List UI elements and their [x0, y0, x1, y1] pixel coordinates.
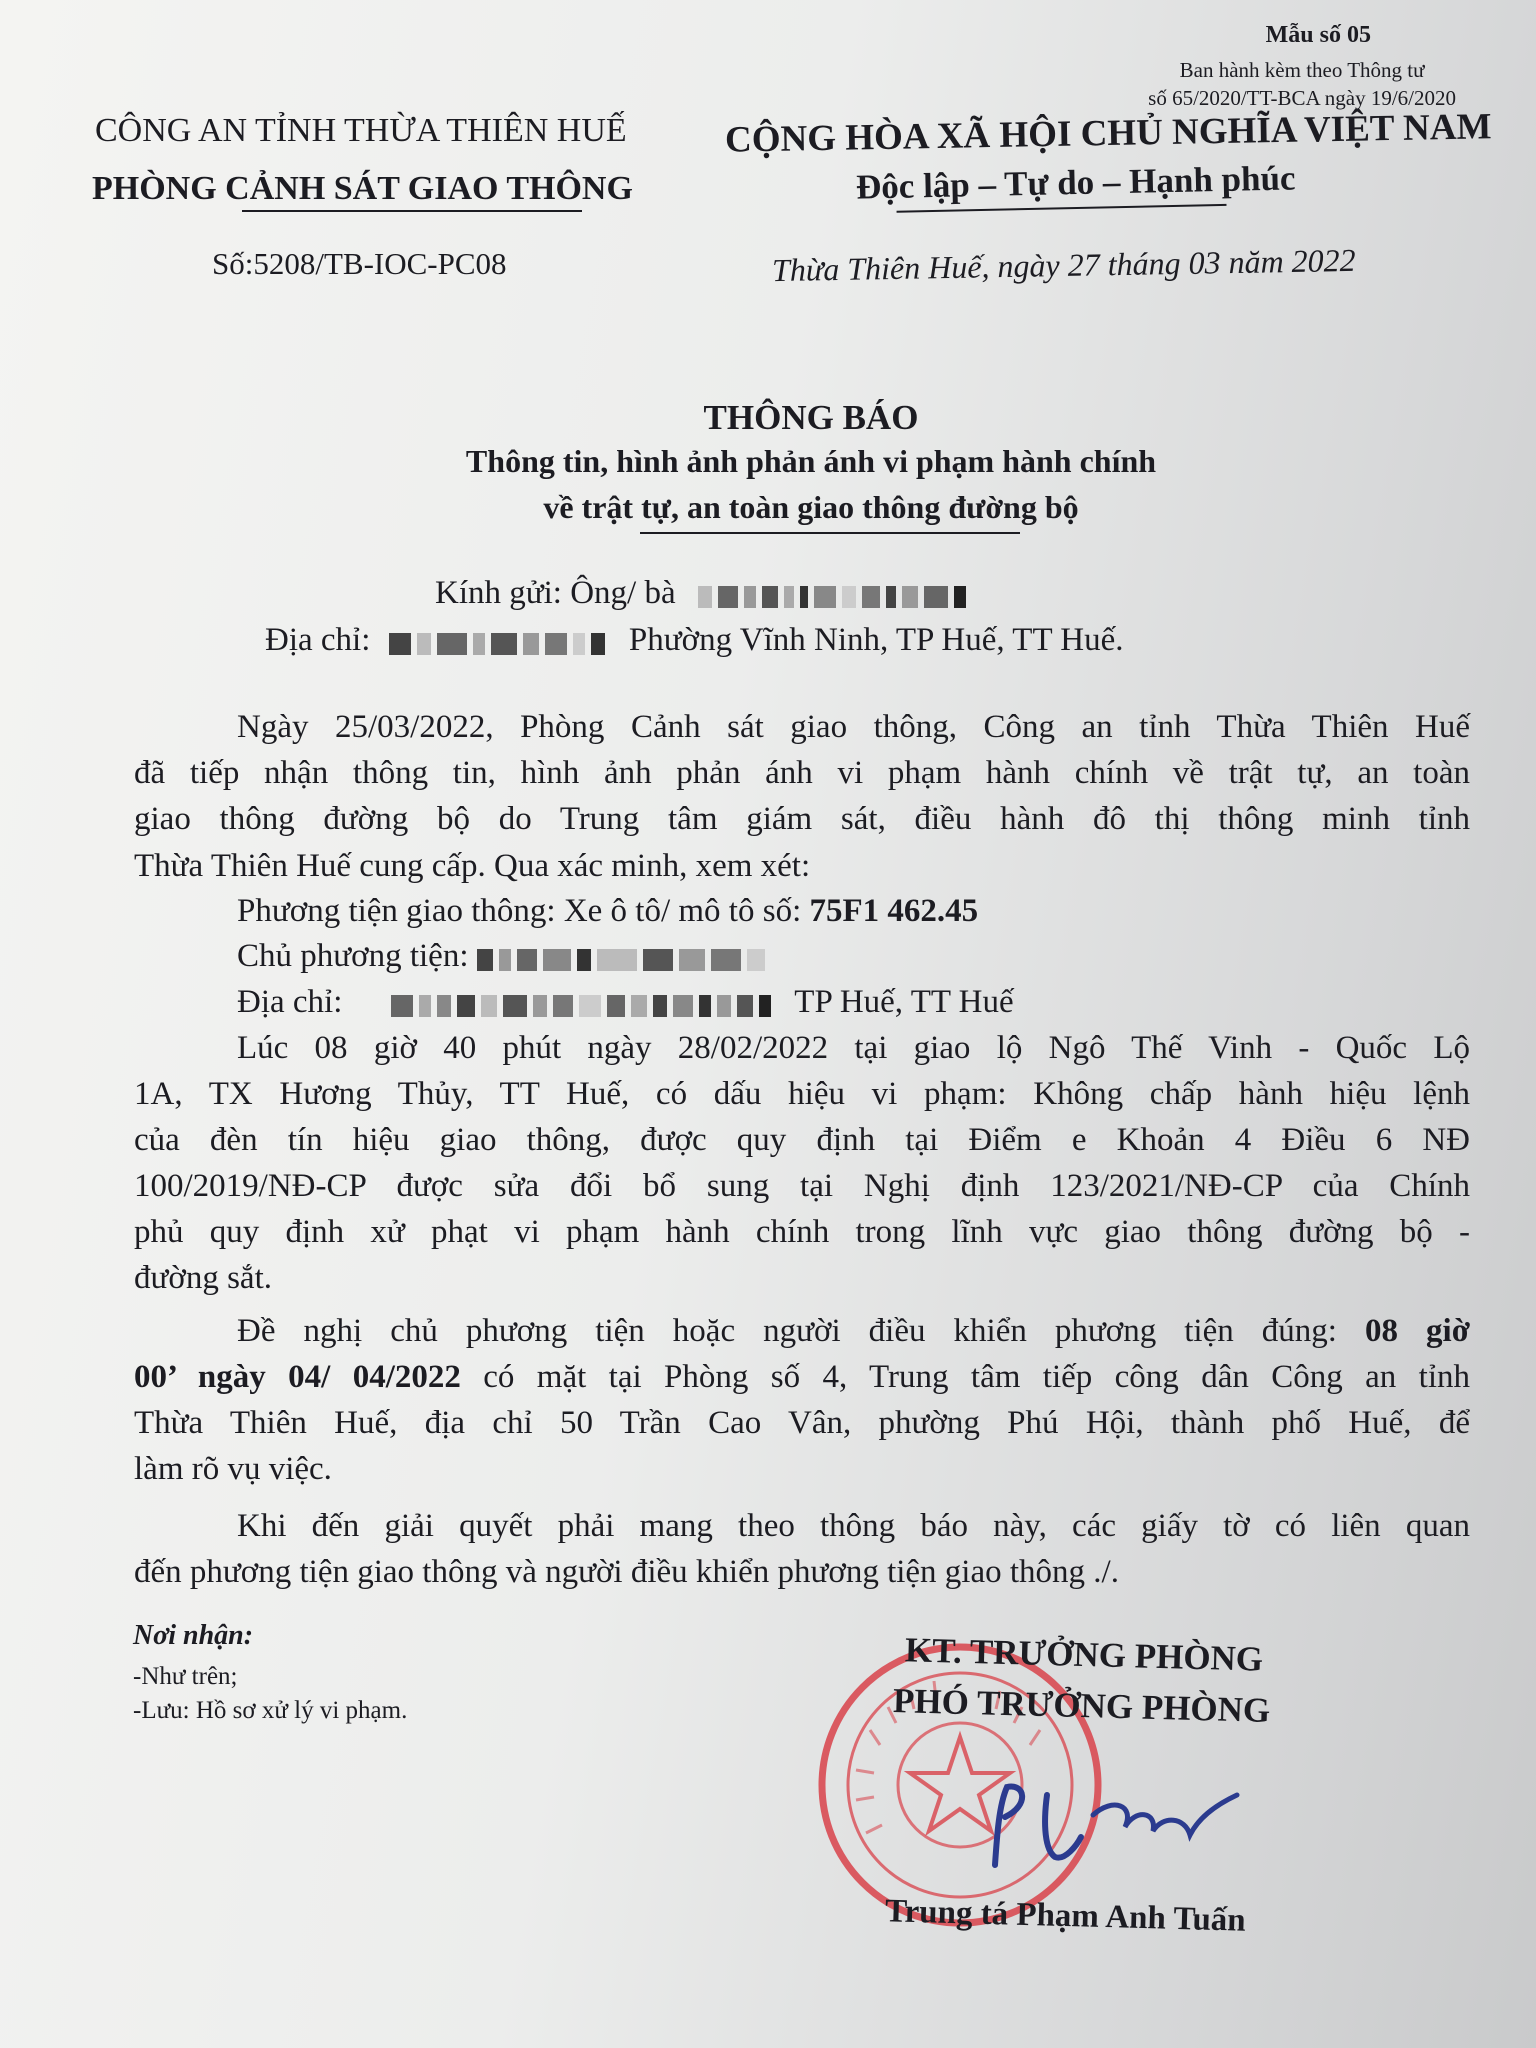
vehicle-line: [237, 890, 978, 933]
agency-department-text: PHÒNG CẢNH SÁT GIAO THÔNG: [92, 170, 633, 207]
owner-line: [237, 935, 771, 978]
body-line: Thừa Thiên Huế cung cấp. Qua xác minh, xem xét:: [134, 848, 811, 884]
recipient-address-line: [265, 622, 1124, 659]
recipient-item: -Như trên;: [133, 1663, 238, 1690]
motto-underline: [897, 204, 1227, 213]
agency-department: [92, 170, 633, 208]
form-number: Mẫu số 05: [1265, 22, 1371, 48]
redacted-owner: [477, 937, 771, 963]
appointment-request-text: Đề nghị chủ phương tiện hoặc người điều khiển phương tiện đúng:: [237, 1313, 1365, 1349]
national-motto-text: Độc lập – Tự do – Hạnh phúc: [855, 158, 1296, 207]
document-number: Số:5208/TB-IOC-PC08: [212, 246, 507, 281]
appointment-date: 00’ ngày 04/ 04/2022: [134, 1359, 461, 1395]
owner-address-label: Địa chỉ:: [237, 984, 343, 1020]
recipient-address-label: Địa chỉ:: [265, 622, 371, 658]
recipient-line: [435, 575, 972, 612]
body-line: 100/2019/NĐ-CP được sửa đổi bổ sung tại Nghị định 123/2021/NĐ-CP của Chính: [134, 1168, 1470, 1204]
body-line: Ngày 25/03/2022, Phòng Cảnh sát giao thông, Công an tỉnh Thừa Thiên Huế: [237, 709, 1470, 745]
owner-address-line: [237, 981, 1014, 1024]
document-title: THÔNG BÁO: [703, 398, 919, 437]
handwritten-signature: [985, 1775, 1245, 1875]
appointment-time: 08 giờ: [1365, 1313, 1470, 1349]
body-line: phủ quy định xử phạt vi phạm hành chính trong lĩnh vực giao thông đường bộ -: [134, 1214, 1470, 1250]
issued-note-line1: Ban hành kèm theo Thông tư: [1179, 58, 1425, 82]
recipient-label: Kính gửi: Ông/ bà: [435, 575, 676, 611]
agency-underline: [242, 210, 582, 212]
national-motto: [856, 158, 1296, 207]
redacted-name: [698, 577, 972, 603]
recipient-address-visible: Phường Vĩnh Ninh, TP Huế, TT Huế.: [628, 622, 1124, 658]
recipients-label: Nơi nhận:: [133, 1620, 254, 1651]
body-line: Lúc 08 giờ 40 phút ngày 28/02/2022 tại giao lộ Ngô Thế Vinh - Quốc Lộ: [237, 1030, 1470, 1066]
signatory-title-1: KT. TRƯỞNG PHÒNG: [904, 1630, 1264, 1679]
body-line: đến phương tiện giao thông và người điều khiển phương tiện giao thông ./.: [134, 1554, 1119, 1590]
signatory-name: Trung tá Phạm Anh Tuấn: [884, 1893, 1247, 1939]
owner-address-visible: TP Huế, TT Huế: [794, 984, 1014, 1020]
body-line: [237, 1310, 1470, 1353]
signatory-title-2: PHÓ TRƯỞNG PHÒNG: [892, 1681, 1271, 1730]
document-subtitle-line2-text: về trật tự, an toàn giao thông đường bộ: [543, 489, 1079, 525]
issued-note: [1148, 56, 1456, 112]
body-line: đã tiếp nhận thông tin, hình ảnh phản ánh vi phạm hành chính về trật tự, an toàn: [134, 755, 1470, 791]
redacted-address: [389, 624, 611, 650]
place-and-date: Thừa Thiên Huế, ngày 27 tháng 03 năm 2022: [771, 241, 1356, 289]
document-subtitle-line1: Thông tin, hình ảnh phản ánh vi phạm hành chính: [465, 443, 1157, 479]
recipient-item: -Lưu: Hồ sơ xử lý vi phạm.: [133, 1697, 408, 1724]
subtitle-underline: [640, 532, 1020, 534]
redacted-owner-address: [391, 983, 777, 1009]
owner-label: Chủ phương tiện:: [237, 938, 469, 974]
issued-note-line2: số 65/2020/TT-BCA ngày 19/6/2020: [1148, 86, 1456, 110]
national-title: CỘNG HÒA XÃ HỘI CHỦ NGHĨA VIỆT NAM: [724, 106, 1492, 161]
body-line: 1A, TX Hương Thủy, TT Huế, có dấu hiệu vi phạm: Không chấp hành hiệu lệnh: [134, 1076, 1470, 1112]
body-line: Khi đến giải quyết phải mang theo thông báo này, các giấy tờ có liên quan: [237, 1508, 1470, 1544]
body-line: Thừa Thiên Huế, địa chỉ 50 Trần Cao Vân, phường Phú Hội, thành phố Huế, để: [134, 1405, 1470, 1441]
body-line: [134, 1356, 1470, 1399]
appointment-location-text: có mặt tại Phòng số 4, Trung tâm tiếp công dân Công an tỉnh: [460, 1359, 1470, 1395]
body-line: giao thông đường bộ do Trung tâm giám sát, điều hành đô thị thông minh tỉnh: [134, 801, 1470, 837]
agency-name: CÔNG AN TỈNH THỪA THIÊN HUẾ: [95, 112, 627, 149]
vehicle-plate: 75F1 462.45: [809, 893, 979, 929]
vehicle-label: Phương tiện giao thông: Xe ô tô/ mô tô số:: [237, 893, 810, 929]
body-line: làm rõ vụ việc.: [134, 1451, 332, 1487]
body-line: đường sắt.: [134, 1260, 272, 1296]
document-subtitle-line2: [0, 489, 1536, 526]
body-line: của đèn tín hiệu giao thông, được quy định tại Điểm e Khoản 4 Điều 6 NĐ: [134, 1122, 1470, 1158]
